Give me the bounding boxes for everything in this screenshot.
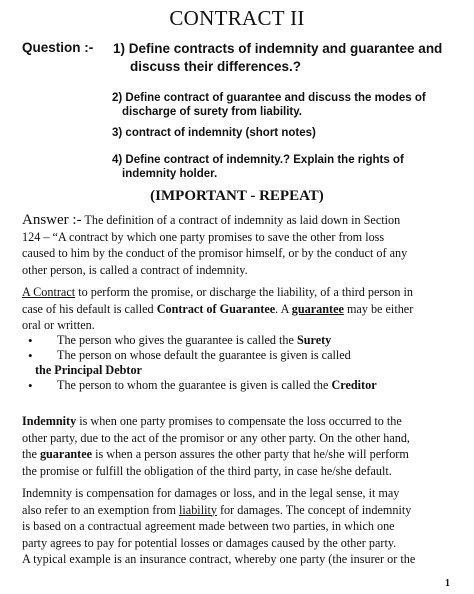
question-4 <box>112 153 452 181</box>
indemnity-line-2: other party, due to the act of the promisor or any other party. On the other hand, <box>22 430 410 445</box>
list-item <box>22 378 454 393</box>
page-number: 1 <box>445 578 450 589</box>
compensation-line-2-post: for damages. The concept of indemnity <box>216 502 412 517</box>
guarantee-text-5: oral or written. <box>22 318 95 332</box>
bullet-text: The person on whose default the guarantee is given is called <box>57 348 351 362</box>
compensation-line-4: party agrees to pay for potential losses or damages caused by the other party. <box>22 535 397 550</box>
bullet-icon: • <box>28 348 33 363</box>
question-1-line-1: 1) Define contracts of indemnity and guarantee and <box>113 41 443 56</box>
answer-line-3: caused to him by the conduct of the promisor himself, or by the conduct of any <box>22 246 408 260</box>
question-2 <box>112 91 452 119</box>
question-1 <box>113 40 453 76</box>
liability-link[interactable]: liability <box>179 502 217 517</box>
indemnity-line-1: is when one party promises to compensate the loss occurred to the <box>76 414 402 428</box>
list-item <box>22 333 454 348</box>
document-title: CONTRACT II <box>169 6 305 30</box>
answer-line-4: other person, is called a contract of indemnity. <box>22 262 248 277</box>
answer-line-1: The definition of a contract of indemnity as laid down in Section <box>81 213 401 227</box>
compensation-line-5: A typical example is an insurance contract, whereby one party (the insurer or the <box>22 552 416 566</box>
question-2-line-2: discharge of surety from liability. <box>122 106 302 118</box>
bullet-term-surety: Surety <box>296 333 332 347</box>
compensation-line-2-pre: also refer to an exemption from <box>22 502 180 517</box>
guarantee-text-1: to perform the promise, or discharge the liability, of a third person in <box>75 285 413 299</box>
contract-word: A Contract <box>22 285 76 299</box>
guarantee-term: guarantee <box>39 447 93 461</box>
bullet-icon: • <box>28 333 33 348</box>
list-item <box>22 348 454 378</box>
guarantee-text-4: may be either <box>343 301 414 316</box>
compensation-line-3: is based on a contractual agreement made between two parties, in which one <box>22 519 395 533</box>
bullet-text: The person who gives the guarantee is called the <box>57 333 297 347</box>
answer-paragraph <box>22 212 454 278</box>
indemnity-line-4: the promise or fulfill the obligation of the third party, in case he/she default. <box>22 463 392 478</box>
indemnity-term: Indemnity <box>22 414 77 428</box>
indemnity-line-3-pre: the <box>22 447 40 461</box>
compensation-line-1: Indemnity is compensation for damages or loss, and in the legal sense, it may <box>22 486 400 500</box>
bullet-icon: • <box>28 378 33 393</box>
bullet-term-principal-debtor: the Principal Debtor <box>35 363 142 377</box>
bullet-term-creditor: Creditor <box>331 378 377 392</box>
answer-label: Answer :- <box>22 212 82 228</box>
important-heading: (IMPORTANT - REPEAT) <box>150 188 324 204</box>
question-4-line-1: 4) Define contract of indemnity.? Explain the rights of <box>112 154 404 166</box>
bullet-text: The person to whom the guarantee is given is called the <box>57 378 332 392</box>
guarantee-paragraph <box>22 284 454 334</box>
indemnity-line-3-post: is when a person assures the other party that he/she will perform <box>92 447 409 461</box>
question-1-line-2: discuss their differences.? <box>130 59 302 74</box>
indemnity-paragraph <box>22 413 454 479</box>
compensation-paragraph <box>22 485 454 568</box>
guarantee-text-2: case of his default is called <box>22 301 157 316</box>
question-label: Question :- <box>22 40 94 55</box>
answer-line-2: 124 – “A contract by which one party promises to save the other from loss <box>22 229 385 244</box>
question-4-line-2: indemnity holder. <box>122 168 218 180</box>
question-3: 3) contract of indemnity (short notes) <box>112 127 316 139</box>
question-2-line-1: 2) Define contract of guarantee and discuss the modes of <box>112 92 426 104</box>
contract-of-guarantee-term: Contract of Guarantee <box>156 301 276 316</box>
guarantee-text-3: . A <box>275 301 292 316</box>
guarantee-word: guarantee <box>291 301 344 316</box>
bullet-list <box>22 333 454 393</box>
